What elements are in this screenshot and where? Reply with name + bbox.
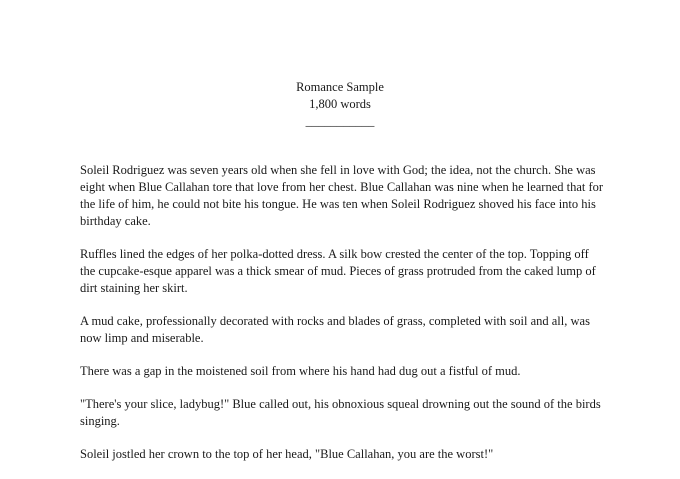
paragraph: "There's your slice, ladybug!" Blue called out, his obnoxious squeal drowning out the sound of the birds singing.: [80, 397, 601, 428]
word-count: 1,800 words: [309, 97, 371, 111]
paragraph: Soleil Rodriguez was seven years old when she fell in love with God; the idea, not the church. She was eight when Blue Callahan tore that love from her chest. Blue Callahan was nine when he learned that for the life of him, he could not bite his tongue. He was ten when Soleil Rodriguez shoved his face into his birthday cake.: [80, 163, 604, 228]
paragraph: Ruffles lined the edges of her polka-dotted dress. A silk bow crested the center of the top. Topping off the cupcake-esque apparel was a thick smear of mud. Pieces of grass protruded from the caked lump of dirt staining her skirt.: [80, 247, 596, 295]
document-header: [0, 79, 680, 130]
paragraph: There was a gap in the moistened soil from where his hand had dug out a fistful of mud.: [80, 364, 521, 378]
document-title: Romance Sample: [296, 80, 384, 94]
paragraph: Soleil jostled her crown to the top of her head, "Blue Callahan, you are the worst!": [80, 447, 494, 461]
title-separator: ___________: [305, 114, 375, 128]
paragraph: A mud cake, professionally decorated with rocks and blades of grass, completed with soil and all, was now limp and miserable.: [80, 314, 590, 345]
story-body: [80, 162, 605, 479]
